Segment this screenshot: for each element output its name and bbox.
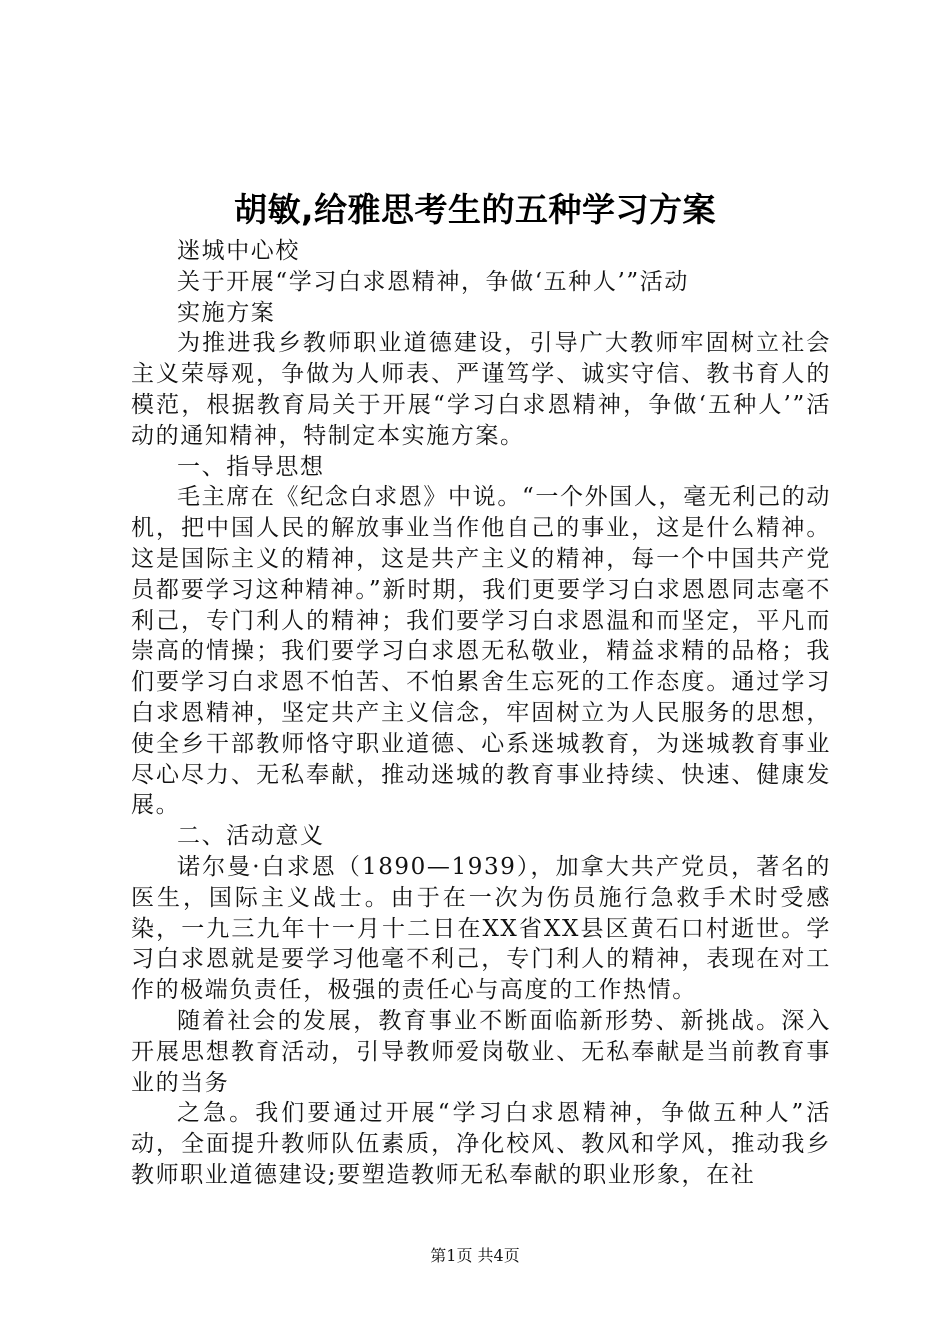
activity-title: 关于开展“学习白求恩精神，争做‘五种人’”活动 — [177, 268, 689, 295]
section-heading-significance: 二、活动意义 — [177, 823, 325, 850]
plan-label: 实施方案 — [177, 299, 276, 326]
paragraph-intro: 为推进我乡教师职业道德建设，引导广大教师牢固树立社会主义荣辱观，争做为人师表、严谨笃学、诚实守信、教书育人的模范，根据教育局关于开展“学习白求恩精神，争做‘五种人’”活动的通知精神，特制定本实施方案。 — [131, 330, 831, 449]
paragraph-guiding-thought: 毛主席在《纪念白求恩》中说。“一个外国人，毫无利己的动机，把中国人民的解放事业当作他自己的事业，这是什么精神。这是国际主义的精神，这是共产主义的精神，每一个中国共产党员都要学习这种精神。”新时期，我们更要学习白求恩恩同志毫不利己，专门利人的精神；我们要学习白求恩温和而坚定，平凡而崇高的情操；我们要学习白求恩无私敬业，精益求精的品格；我们要学习白求恩不怕苦、不怕累舍生忘死的工作态度。通过学习白求恩精神，坚定共产主义信念，牢固树立为人民服务的思想，使全乡干部教师恪守职业道德、心系迷城教育，为迷城教育事业尽心尽力、无私奉献，推动迷城的教育事业持续、快速、健康发展。 — [131, 484, 831, 819]
document-body — [131, 236, 831, 1191]
school-name: 迷城中心校 — [177, 238, 300, 264]
paragraph-bethune: 诺尔曼·白求恩（1890—1939），加拿大共产党员，著名的医生，国际主义战士。由于在一次为伤员施行急救手术时受感染，一九三九年十一月十二日在XX省XX县区黄石口村逝世。学习白求恩就是要学习他毫不利己，专门利人的精神，表现在对工作的极端负责任，极强的责任心与高度的工作热情。 — [131, 853, 831, 1004]
section-heading-guiding-thought: 一、指导思想 — [177, 453, 325, 480]
paragraph-development: 随着社会的发展，教育事业不断面临新形势、新挑战。深入开展思想教育活动，引导教师爱岗敬业、无私奉献是当前教育事业的当务 — [131, 1007, 831, 1096]
page-footer: 第1页 共4页 — [430, 1246, 520, 1265]
document-title: 胡敏,给雅思考生的五种学习方案 — [233, 190, 717, 229]
paragraph-urgency: 之急。我们要通过开展“学习白求恩精神，争做五种人”活动，全面提升教师队伍素质，净化校风、教风和学风，推动我乡教师职业道德建设;要塑造教师无私奉献的职业形象，在社 — [131, 1100, 831, 1188]
